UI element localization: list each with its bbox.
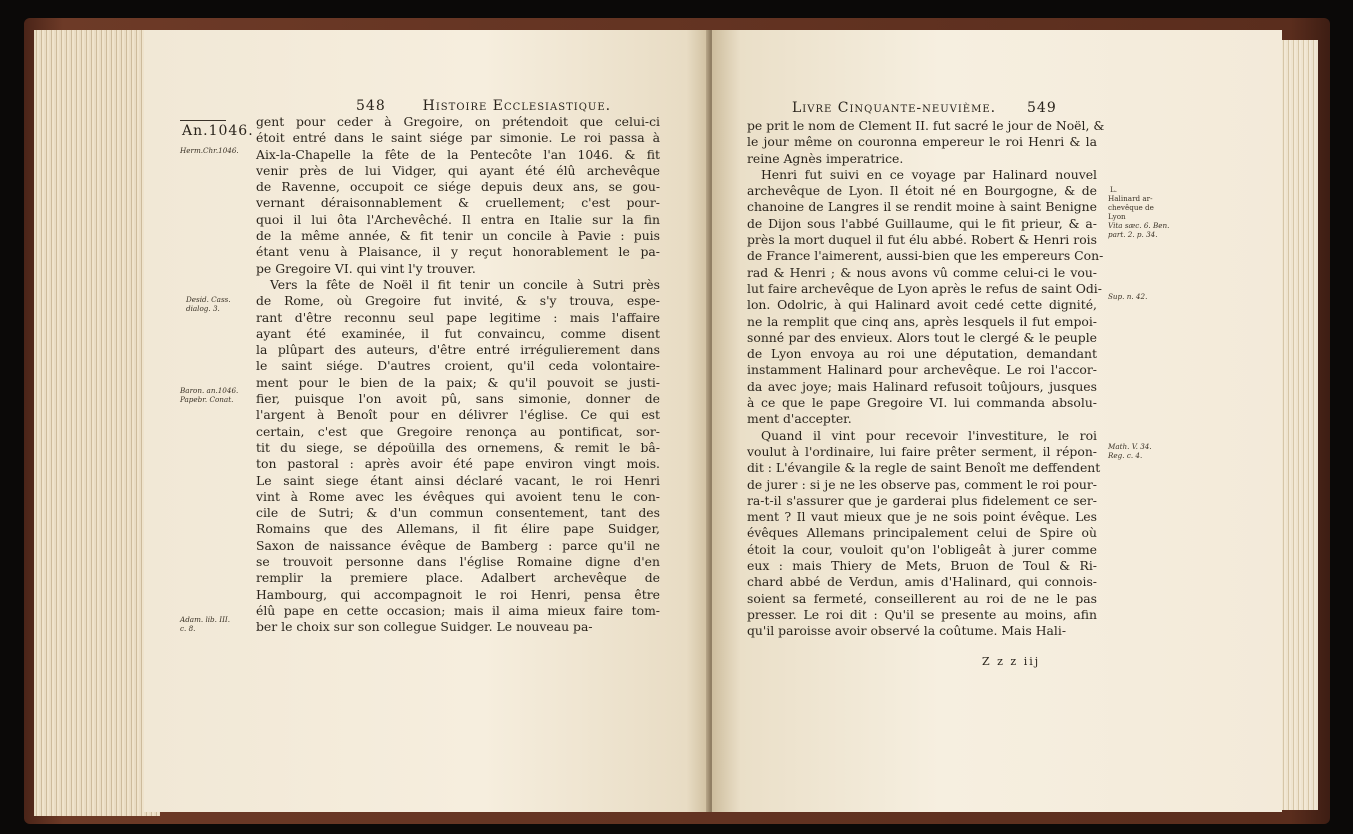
- text-line: Aix-la-Chapelle la fête de la Pentecôte l'an 1046. & fit: [256, 146, 660, 162]
- text-line: chanoine de Langres il se rendit moine à saint Benigne: [747, 199, 1097, 215]
- text-line: la plûpart des auteurs, d'être entré irrégulierement dans: [256, 342, 660, 358]
- year-note: An.1046.: [182, 123, 254, 139]
- text-line: ment ? Il vaut mieux que je ne sois point évêque. Les: [747, 509, 1097, 525]
- marginal-note: Sup. n. 42.: [1108, 292, 1148, 301]
- text-line: de Dijon sous l'abbé Guillaume, qui le fit prieur, & a-: [747, 215, 1097, 231]
- text-line: pe prit le nom de Clement II. fut sacré le jour de Noël, &: [747, 118, 1105, 133]
- text-line: ton pastoral : après avoir été pape environ vingt mois.: [256, 456, 660, 472]
- marginal-note: Vita sæc. 6. Ben.: [1108, 221, 1170, 230]
- text-line: Saxon de naissance évêque de Bamberg : parce qu'il ne: [256, 537, 660, 553]
- left-page-number: 548: [356, 98, 386, 114]
- text-line: Vers la fête de Noël il fit tenir un concile à Sutri près: [270, 276, 660, 292]
- text-line: se trouvoit personne dans l'église Romaine digne d'en: [256, 554, 660, 570]
- marginal-note: Baron. an.1046.: [180, 386, 239, 395]
- text-line: chard abbé de Verdun, amis d'Halinard, qui connois-: [747, 574, 1097, 590]
- text-line: lon. Odolric, à qui Halinard avoit cedé cette dignité,: [747, 297, 1097, 313]
- text-line: ment pour le bien de la paix; & qu'il pouvoit se justi-: [256, 374, 660, 390]
- text-line: le saint siége. D'autres croient, qu'il ceda volontaire-: [256, 358, 660, 374]
- right-page: [712, 30, 1282, 812]
- text-line: de Lyon envoya au roi une députation, demandant: [747, 346, 1097, 362]
- left-running-head: [356, 98, 611, 114]
- text-line: étoit la cour, vouloit qu'on l'obligeât à jurer comme: [747, 541, 1097, 557]
- right-text-column: [747, 118, 1105, 640]
- left-running-title: Histoire Ecclesiastique.: [422, 98, 612, 114]
- open-book: [24, 18, 1330, 824]
- text-line: dit : L'évangile & la regle de saint Benoît me deffendent: [747, 460, 1101, 476]
- text-line: ra-t-il s'assurer que je garderai plus fidelement ce ser-: [747, 492, 1097, 508]
- text-line: élû pape en cette occasion; mais il aima mieux faire tom-: [256, 602, 660, 618]
- left-text-column: [256, 114, 660, 636]
- text-line: ne la remplit que cinq ans, après lesquels il fut empoi-: [747, 313, 1097, 329]
- text-line: de la même année, & fit tenir un concile à Pavie : puis: [256, 228, 660, 244]
- text-line: lut faire archevêque de Lyon après le refus de saint Odi-: [747, 280, 1102, 296]
- text-line: sonné par des envieux. Alors tout le clergé & le peuple: [747, 329, 1097, 345]
- text-line: Romains que des Allemans, il fit élire pape Suidger,: [256, 521, 660, 537]
- text-line: vint à Rome avec les évêques qui avoient tenu le con-: [256, 488, 660, 504]
- text-line: étant venu à Plaisance, il y reçut honorablement le pa-: [256, 244, 660, 260]
- text-line: cile de Sutri; & d'un commun consentement, tant des: [256, 505, 660, 521]
- right-running-title: Livre Cinquante-neuvième.: [792, 100, 997, 116]
- text-line: ber le choix sur son collegue Suidger. Le nouveau pa-: [256, 619, 593, 635]
- text-line: Quand il vint pour recevoir l'investiture, le roi: [761, 427, 1097, 443]
- text-line: évêques Allemans principalement celui de Spire où: [747, 525, 1097, 541]
- marginal-note: dialog. 3.: [186, 304, 220, 313]
- year-rule: [180, 120, 226, 121]
- text-line: pe Gregoire VI. qui vint l'y trouver.: [256, 260, 476, 276]
- text-line: près la mort duquel il fut élu abbé. Robert & Henri rois: [747, 232, 1097, 248]
- text-line: Le saint siege étant ainsi déclaré vacant, le roi Henri: [256, 472, 660, 488]
- text-line: qu'il paroisse avoir observé la coûtume. Mais Hali-: [747, 623, 1067, 639]
- marginal-note: Reg. c. 4.: [1108, 451, 1143, 460]
- text-line: rad & Henri ; & nous avons vû comme celui-ci le vou-: [747, 264, 1097, 280]
- text-line: soient sa fermeté, conseillerent au roi de ne le pas: [747, 590, 1097, 606]
- text-line: de jurer : si je ne les observe pas, comment le roi pour-: [747, 476, 1097, 492]
- marginal-note: Desid. Cass.: [186, 295, 231, 304]
- marginal-note: c. 8.: [180, 624, 196, 633]
- marginal-note: Papebr. Conat.: [180, 395, 234, 404]
- text-line: instamment Halinard pour archevêque. Le roi l'accor-: [747, 362, 1097, 378]
- text-line: venir près de lui Vidger, qui ayant été élû archevêque: [256, 162, 660, 178]
- text-line: fier, puisque l'on avoit pû, sans simonie, donner de: [256, 391, 660, 407]
- marginal-note: Halinard ar-: [1108, 194, 1153, 203]
- right-running-head: [792, 100, 1057, 116]
- text-line: à ce que le pape Gregoire VI. lui commanda absolu-: [747, 395, 1097, 411]
- text-line: ayant été examinée, il fut convaincu, comme disent: [256, 325, 660, 341]
- text-line: certain, c'est que Gregoire renonça au pontificat, sor-: [256, 423, 660, 439]
- marginal-note: Herm.Chr.1046.: [180, 146, 239, 155]
- left-page: [144, 30, 709, 812]
- text-line: rant d'être reconnu seul pape legitime : mais l'affaire: [256, 309, 660, 325]
- marginal-note: chevêque de: [1108, 203, 1154, 212]
- text-line: tit du siege, se dépoüilla des ornemens, & remit le bâ-: [256, 439, 660, 455]
- marginal-note: Adam. lib. III.: [180, 615, 231, 624]
- marginal-note: Lyon: [1108, 212, 1126, 221]
- page-edges-left: [34, 30, 160, 816]
- text-line: Hambourg, qui accompagnoit le roi Henri, pensa être: [256, 586, 660, 602]
- text-line: presser. Le roi dit : Qu'il se presente au moins, afin: [747, 606, 1097, 622]
- marginal-note: L.: [1110, 185, 1118, 194]
- marginal-note: Math. V. 34.: [1108, 442, 1152, 451]
- text-line: de France l'aimerent, aussi-bien que les empereurs Con-: [747, 248, 1104, 264]
- text-line: vernant déraisonnablement & cruellement; c'est pour-: [256, 195, 660, 211]
- text-line: archevêque de Lyon. Il étoit né en Bourgogne, & de: [747, 183, 1097, 199]
- text-line: quoi il lui ôta l'Archevêché. Il entra en Italie sur la fin: [256, 211, 660, 227]
- text-line: remplir la premiere place. Adalbert archevêque de: [256, 570, 660, 586]
- text-line: voulut à l'ordinaire, lui faire prêter serment, il répon-: [747, 443, 1097, 459]
- text-line: l'argent à Benoît pour en délivrer l'église. Ce qui est: [256, 407, 660, 423]
- text-line: gent pour ceder à Gregoire, on prétendoit que celui-ci: [256, 114, 660, 129]
- signature-mark: Z z z iij: [982, 655, 1041, 668]
- text-line: étoit entré dans le saint siége par simonie. Le roi passa à: [256, 130, 660, 146]
- text-line: de Rome, où Gregoire fut invité, & s'y trouva, espe-: [256, 293, 660, 309]
- text-line: le jour même on couronna empereur le roi Henri & la: [747, 134, 1097, 150]
- text-line: ment d'accepter.: [747, 411, 852, 427]
- text-line: eux : mais Thiery de Mets, Bruon de Toul & Ri-: [747, 558, 1097, 574]
- text-line: Henri fut suivi en ce voyage par Halinard nouvel: [761, 166, 1097, 182]
- marginal-note: part. 2. p. 34.: [1108, 230, 1158, 239]
- text-line: reine Agnès imperatrice.: [747, 150, 904, 166]
- text-line: da avec joye; mais Halinard refusoit toûjours, jusques: [747, 378, 1097, 394]
- right-page-number: 549: [1027, 100, 1057, 116]
- text-line: de Ravenne, occupoit ce siége depuis deux ans, se gou-: [256, 179, 660, 195]
